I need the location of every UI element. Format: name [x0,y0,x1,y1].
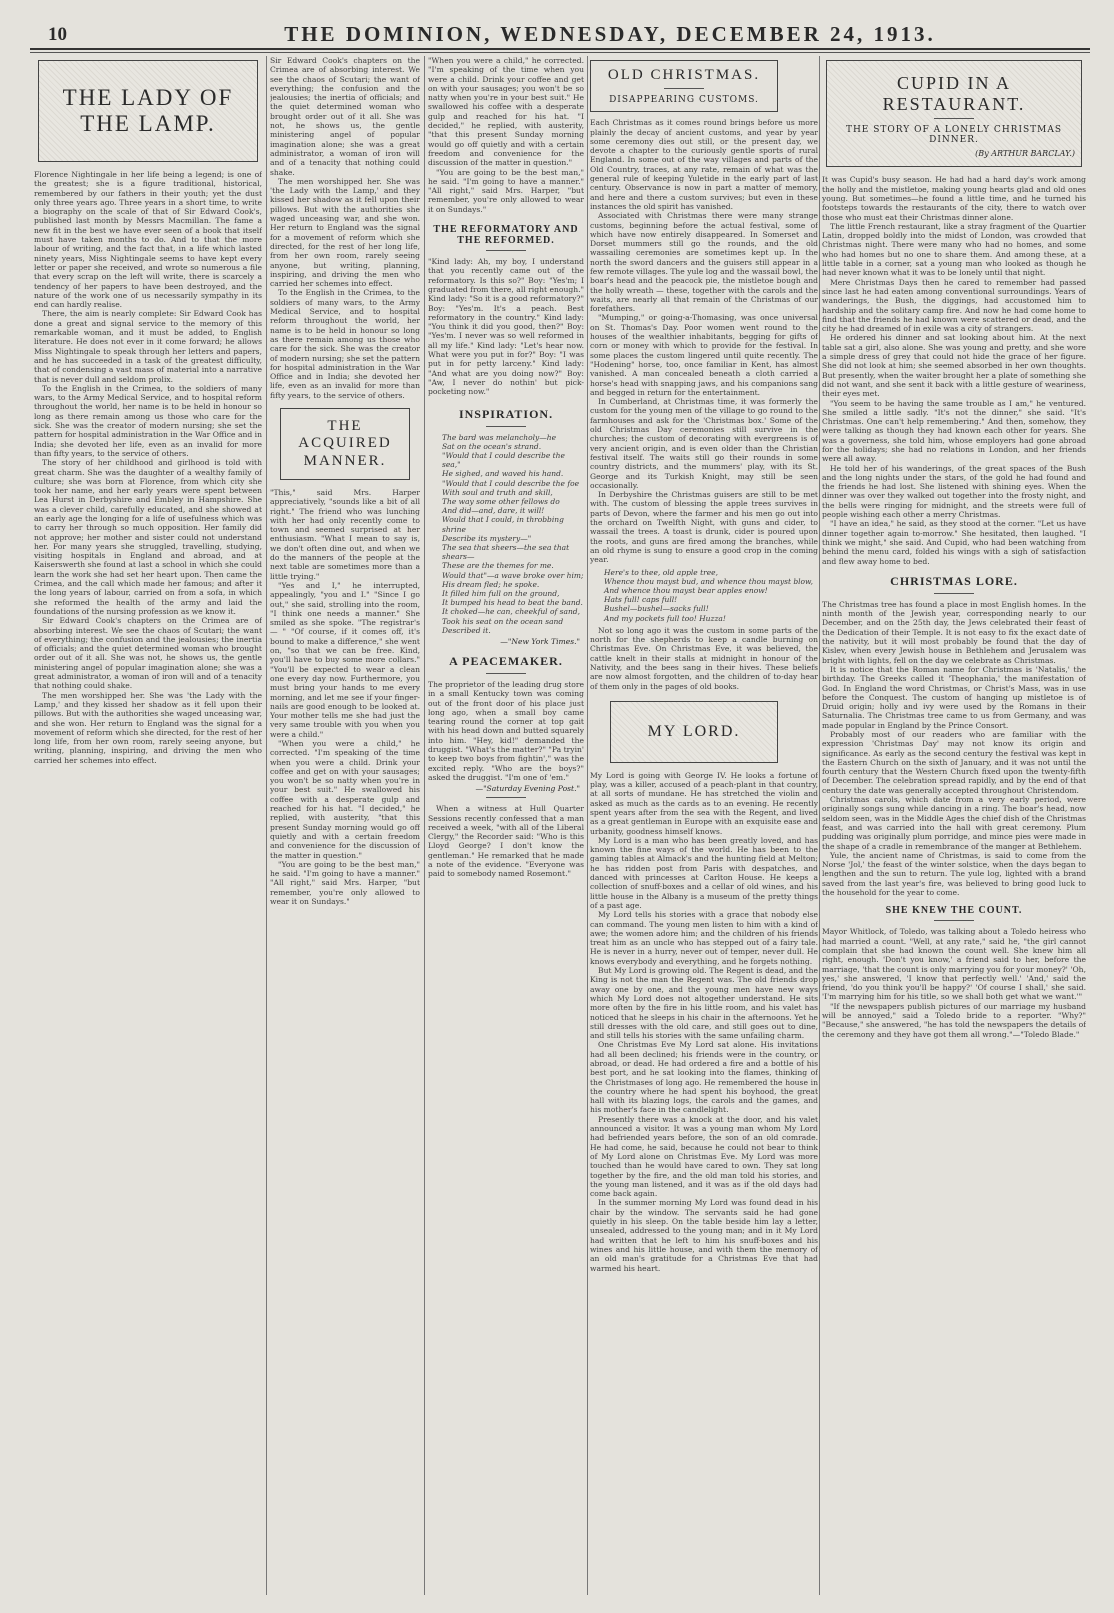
paragraph: "Mumping," or going-a-Thomasing, was once universal on St. Thomas's Day. Poor women went round to the houses of the wealthier inhabitants, begging for gifts of corn or money with which to provide for the festival. In some places the custom lingered until quite recently. The "Hodening" horse, too, once familiar in Kent, has almost vanished. A man concealed beneath a cloth carried a horse's head with snapping jaws, and his companions sang and begged in return for the entertainment. [590,313,818,397]
acquired-manner-body [270,488,420,906]
paragraph: One Christmas Eve My Lord sat alone. His invitations had all been declined; his friends were in the country, or abroad, or dead. He had ordered a fire and a bottle of his best port, and he sat looking into the flames, thinking of the Christmases of long ago. He remembered the house in the country where he had spent his boyhood, the great hall with its blazing logs, the carols and the games, and his mother's face in the candlelight. [590,1040,818,1115]
lady-lamp-heading-box [38,60,258,162]
divider [486,797,526,798]
lady-lamp-body [34,170,262,765]
paragraph: The little French restaurant, like a stray fragment of the Quartier Latin, dropped boldly into the midst of London, was crowded that Christmas night. There were many who had no homes, and some who had homes but no one to share them. And among these, at a little table in a corner, sat a young man who looked as though he had never known what it was to be lonely until that night. [822,221,1086,278]
paragraph: "You are going to be the best man," he said. "I'm going to have a manner." "All right," said Mrs. Harper, "but remember, you're only allowed to wear it on Sundays." [428,167,584,214]
paragraph: Presently there was a knock at the door, and his valet announced a visitor. It was a young man whom My Lord had befriended years before, the son of an old comrade. He had come, he said, because he could not bear to think of My Lord alone on Christmas Eve. My Lord was more touched than he would have cared to own. They sat long together by the fire, and the old man told his stories, and the young man listened, and it was as if the old days had come back again. [590,1114,818,1199]
paragraph: When a witness at Hull Quarter Sessions recently confessed that a man received a week, "with all of the Liberal Clergy," the Recorder said: "Who is this Lloyd George? I don't know the gentleman." He remarked that he made a note of the evidence. "Everyone was paid to somebody named Rosemont." [428,804,584,879]
column-rule [587,56,588,1595]
paragraph: My Lord tells his stories with a grace that nobody else can command. The young men listen to him with a kind of awe; the women adore him; and the children of his friends treat him as an uncle who has stepped out of a fairy tale. He is never in a hurry, never out of temper, never dull. He knows everybody and everything, and he forgets nothing. [590,910,818,966]
knew-count-body [822,927,1086,1039]
acquired-manner-continued [428,56,584,214]
acquired-manner-headline: THE ACQUIRED MANNER. [298,418,392,469]
inspiration-verse: The bard was melancholy—he Sat on the ocean's strand. "Would that I could describe the sea," He sighed, and waved his hand. "Would that I could describe the foe With soul and truth and skill, The way some other fellows do And did—and, dare, it will! Would that I could, in throbbing shrine Describe its mystery—" The sea that sheers—the sea that shears— These are the themes for me. Would that"—a wave broke over him; His dream fled; he spoke. It filled him full on the ground, It bumped his head to beat the band. It choked—he can, cheekful of sand, Took his seat on the ocean sand Described it. [442,432,584,635]
paragraph: In Cumberland, at Christmas time, it was formerly the custom for the young men of the village to go round to the farmhouses and ask for the 'Christmas box.' Some of the old Christmas Day ceremonies still survive in the churches; the custom of decorating with evergreens is of very ancient origin, and is even older than the Christian festival itself. The waits still go their rounds in some country districts, and the mummers' play, with its St. George and its Turkish Knight, may still be seen occasionally. [590,397,818,490]
cupid-heading-box [826,60,1082,167]
cupid-headline: CUPID IN A RESTAURANT. [882,73,1026,114]
paragraph: It was Cupid's busy season. He had had a hard day's work among the holly and the mistletoe, making young hearts glad and old ones young. But sometimes—he found a little time, and he turned his footsteps towards the restaurants of the city, there to watch over those who must eat their Christmas dinner alone. [822,175,1086,222]
peacemaker-credit: —"Saturday Evening Post." [475,784,580,794]
my-lord-body [590,771,818,1273]
peacemaker-body [428,680,584,782]
paragraph: Sir Edward Cook's chapters on the Crimea are of absorbing interest. We see the chaos of Scutari; the want of everything; the confusion and the jealousies; the inertia of officials; and the quiet determined woman who brought order out of it all. She was not, he shows us, the gentle ministering angel of popular imagination alone; she was a great administrator, a woman of iron will and of a tenacity that nothing could shake. [270,56,420,177]
paragraph: He ordered his dinner and sat looking about him. At the next table sat a girl, also alone. She was young and pretty, and she wore a simple dress of grey that could not hide the grace of her figure. She did not look at him; she seemed absorbed in her own thoughts. But presently, when the waiter brought her a plate of something she did not want, and she sent it back with a little gesture of weariness, their eyes met. [822,333,1086,399]
column-rule [424,56,425,1595]
paragraph: The men worshipped her. She was 'the Lady with the Lamp,' and they kissed her shadow as it fell upon their pillows. But with the authorities she waged unceasing war, and she won. Her return to England was the signal for a movement of reform which she directed, for the rest of her long life, from her own room, rarely seeing anyone, but writing, planning, inspiring, and driving the men who carried her schemes into effect. [34,690,262,765]
column-2 [270,56,420,1595]
my-lord-heading-box [610,701,778,763]
paragraph: "I have an idea," he said, as they stood at the corner. "Let us have dinner together again to-morrow." She hesitated, then laughed. "I think we might," she said. And Cupid, who had been watching from behind the menu card, folded his wings with a sigh of satisfaction and flew away home to bed. [822,519,1086,566]
paragraph: "Kind lady: Ah, my boy, I understand that you recently came out of the reformatory. Is this so?" Boy: "Yes'm; I graduated from there, all right enough." Kind lady: "So it is a good reformatory?" Boy: "Yes'm. It's a peach. Best reformatory in the country." Kind lady: "You think it did you good, then?" Boy: "Yes'm. I never was so well reformed in all my life." Kind lady: "Let's hear now. What were you put in for?" Boy: "I was put in for petty larceny." Kind lady: "And what are you doing now?" Boy: "Aw, I never do nothin' but pick-pocketing now." [428,257,584,397]
inspiration-credit: —"New York Times." [500,636,580,646]
masthead-rule [30,52,1090,53]
paragraph: Associated with Christmas there were many strange customs, beginning before the actual festival, some of which have now entirely disappeared. In Somerset and Dorset mummers still go the rounds, and the old wassailing ceremonies are sometimes kept up. In the north the sword dancers and the guisers still appear in a few remote villages. The yule log and the wassail bowl, the boar's head and the peacock pie, the mistletoe bough and the holly wreath — these, together with the carols and the waits, are nearly all that remain of the Christmas of our forefathers. [590,211,818,314]
paragraph: To the English in the Crimea, to the soldiers of many wars, to the Army Medical Service, and to hospital reform throughout the world, her name is to be held in honour so long as there remain among us those who care for the sick. She was the creator of modern nursing; she set the pattern for hospital administration in the War Office and in India; she devoted her life, even as an invalid for more than fifty years, to the service of others. [34,383,262,458]
divider [664,88,704,89]
paragraph: Mayor Whitlock, of Toledo, was talking about a Toledo heiress who had married a count. "Well, at any rate," said he, "the girl cannot complain that she had known the count well. She knew him all right, enough. 'Don't you know,' a friend said to her, before the marriage, 'that the count is only marrying you for your money?' 'Oh, yes,' she answered, 'I know that perfectly well.' 'And,' said the friend, 'do you think you'll be happy?' 'Of course I shall,' she said. 'I'm marrying him for his title, so we shall both get what we want.'" [822,927,1086,1002]
paragraph: To the English in the Crimea, to the soldiers of many wars, to the Army Medical Service, and to hospital reform throughout the world, her name is to be held in honour so long as there remain among us those who care for the sick. She was the creator of modern nursing; she set the pattern for hospital administration in the War Office and in India; she devoted her life, even as an invalid for more than fifty years, to the service of others. [270,288,420,400]
acquired-manner-heading-box [280,408,410,480]
christmas-lore-headline: CHRISTMAS LORE. [890,573,1018,588]
paragraph: "When you were a child," he corrected. "I'm speaking of the time when you were a child. Drink your coffee and get on with your sausages; you won't be so natty when you're in your best suit." He swallowed his coffee with a desperate gulp and reached for his hat. "I decided," he replied, with austerity, "that this present Sunday morning would go off quietly and with a certain freedom and convenience for the discussion of the matter in question." [270,739,420,860]
column-rule [819,56,820,1595]
paragraph: The proprietor of the leading drug store in a small Kentucky town was coming out of the front door of his place just long ago, when a small boy came tearing round the corner at top gait with his head down and butted squarely into him. "Hey, kid!" demanded the druggist. "What's the matter?" "Pa tryin' to keep two boys from fightin'," was the excited reply. "Who are the boys?" asked the druggist. "I'm one of 'em." [428,679,584,782]
column-5 [822,56,1086,1595]
paragraph: My Lord is going with George IV. He looks a fortune of play, was a killer, accused of a peach-plant in that country, at all sorts of mundane. He has stretched the violin and asked as much as the cards as to an evening. He recently spent years after from the sea with the Regent, and lived as a great gentleman in Europe with an exquisite ease and urbanity, goodness himself knows. [590,770,818,836]
paragraph: In the summer morning My Lord was found dead in his chair by the window. The servants said he had gone quietly in his sleep. On the table beside him lay a letter, unsealed, addressed to the young man; and in it My Lord had written that he left to him his snuff-boxes and his wines and his little house, and with them the memory of an old man's gratitude for a Christmas Eve that had warmed his heart. [590,1198,818,1273]
paragraph: "If the newspapers publish pictures of our marriage my husband will be annoyed," said a Toledo bride to a reporter. "Why?" "Because," she answered, "he has told the newspapers the details of the ceremony and they have got them all wrong."—"Toledo Blade." [822,1001,1086,1039]
divider [486,673,526,674]
paragraph: The men worshipped her. She was 'the Lady with the Lamp,' and they kissed her shadow as it fell upon their pillows. But with the authorities she waged unceasing war, and she won. Her return to England was the signal for a movement of reform which she directed, for the rest of her long life, from her own room, rarely seeing anyone, but writing, planning, inspiring, and driving the men who carried her schemes into effect. [270,176,420,289]
paragraph: Mere Christmas Days then he cared to remember had passed since last he had eaten among conventional surroundings. Years of wanderings, the Bush, the diggings, had accustomed him to hardship and the solitary camp fire. And now he had come home to find that the friends he had known were scattered or dead, and the city he had dreamed of in exile was a city of strangers. [822,277,1086,334]
paragraph: Florence Nightingale in her life being a legend; is one of the greatest; she is a figure traditional, historical, remembered by our fathers in their youth; yet the dust only three years ago. Three years in a short time, to write a biography on the scale of that of Sir Edward Cook's, published last month by Messrs Macmillan. The fame a new fit in the best we have ever seen of a book that itself must have taken months to do. And to that the more labour of writing, and the fact that, in a life which lasted ninety years, Miss Nightingale seems to have kept every letter or paper she received, and wrote so numerous a file that every scrap on the left will write, there is scarcely a tendency of her papers to have been destroyed, and the nature of the work one of us necessarily sympathy in its end can hardly realise. [34,170,262,310]
reformatory-headline: THE REFORMATORY AND THE REFORMED. [433,224,579,247]
paragraph: Each Christmas as it comes round brings before us more plainly the decay of ancient customs, and year by year some ceremony dies out still, or the present day, we devote a chapter to the curiously gentle sports of rural England. In some out of the way villages and parts of the Old Country, traces, at any rate, remain of what was the general rule of keeping Yuletide in the early part of last century. Observance is now in part a matter of memory, and here and there a custom survives; but even in these instances the old spirit has vanished. [590,118,818,211]
old-christmas-deck: DISAPPEARING CUSTOMS. [609,95,759,106]
paragraph: He told her of his wanderings, of the great spaces of the Bush and the long nights under the stars, of the gold he had found and the friends he had lost. She listened with shining eyes. When the dinner was over they walked out together into the frosty night, and the bells were ringing for midnight, and the streets were full of people wishing each other a merry Christmas. [822,463,1086,520]
inspiration-headline: INSPIRATION. [458,406,554,421]
newspaper-title: THE DOMINION, WEDNESDAY, DECEMBER 24, 1913. [284,22,936,46]
lady-lamp-headline: THE LADY OF THE LAMP. [62,84,234,136]
closing-note [428,804,584,878]
paragraph: "You seem to be having the same trouble as I am," he ventured. She smiled a little sadly. "It's not the dinner," she said. "It's Christmas. One can't help remembering." And then, somehow, they were talking as though they had known each other for years. She was a governess, she told him, whose employers had gone abroad for the holidays; she had no relations in London, and her friends were all away. [822,398,1086,464]
paragraph: It is notice that the Roman name for Christmas is 'Natalis,' the birthday. The Greeks called it 'Theophania,' the manifestation of God. In England the word Christmas, or Christ's Mass, was in use before the Conquest. The custom of hanging up mistletoe is of Druid origin; holly and ivy were used by the Romans in their Saturnalia. The Christmas tree came to us from Germany, and was made popular in England by the Prince Consort. [822,664,1086,730]
old-christmas-verse: Here's to thee, old apple tree, Whence thou mayst bud, and whence thou mayst blow, And whence thou mayst bear apples enow! Hats full! caps full! Bushel—bushel—sacks full! And my pockets full too! Huzza! [604,567,813,623]
paragraph: "Yes and I," he interrupted, appealingly, "you and I." "Since I go out," she said, strolling into the room, "I think one needs a manner." She smiled as she spoke. "The registrar's — " "Of course, if it comes off, it's bound to make a difference," she went on, "so that we can be free. Kind, you'll have to buy some more collars." "You'll be expected to wear a clean one every day now. Furthermore, you must bring your hands to me every morning, and let me see if your finger-nails are good enough to be looked at. Your mother tells me she had just the very same trouble with you when you were a child." [270,580,420,739]
column-rule [266,56,267,1595]
paragraph: But My Lord is growing old. The Regent is dead, and the King is not the man the Regent was. The old friends drop away one by one, and the young men have new ways which My Lord does not altogether understand. He sits more often by the fire in his little room, and his valet has noticed that he sleeps in his chair in the afternoons. Yet he still dresses with the old care, and still goes out to dine, and still tells his stories with the same unfailing charm. [590,966,818,1041]
paragraph: The story of her childhood and girlhood is told with great charm. She was the daughter of a wealthy family of culture; she was born at Florence, from which city she took her name, and her early years were spent between Lea Hurst in Derbyshire and Embley in Hampshire. She was a clever child, carefully educated, and she showed at an early age the longing for a life of usefulness which was to carry her through so much opposition. Her family did not approve; her mother and sister could not understand her. For many years she struggled, travelling, studying, visiting hospitals in England and abroad, and at Kaiserswerth she found at last a school in which she could learn the work she had set her heart upon. Then came the Crimea, and the call which made her famous; and after it the long years of labour, carried on from a sofa, in which she reformed the health of the army and laid the foundations of the nursing profession as we know it. [34,458,262,616]
knew-count-headline: SHE KNEW THE COUNT. [885,905,1023,917]
lady-lamp-continued [270,56,420,400]
paragraph: "You are going to be the best man," he said. "I'm going to have a manner." "All right," said Mrs. Harper, "but remember, you're only allowed to wear it on Sundays." [270,859,420,907]
paragraph: The Christmas tree has found a place in most English homes. In the ninth month of the Jewish year, corresponding nearly to our December, and on the 25th day, the Jews celebrated their feast of the Dedication of their Temple. It is not easy to fix the exact date of the nativity, but it will most probably be found that the day of Kislev, when every Jewish house in Bethlehem and Jerusalem was bright with lights, fell on the day we celebrate as Christmas. [822,599,1086,665]
paragraph: Probably most of our readers who are familiar with the expression 'Christmas Day' may not know its origin and significance. As early as the second century the festival was kept in the Eastern Church on the sixth of January, and it was not until the fourth century that the Western Church fixed upon the twenty-fifth of December. The celebration spread rapidly, and by the end of that century the date was generally accepted throughout Christendom. [822,730,1086,795]
paragraph: Not so long ago it was the custom in some parts of the north for the shepherds to keep a candle burning on Christmas Eve. On Christmas Eve, it was believed, the cattle knelt in their stalls at midnight in honour of the Nativity, and the bees sang in their hives. These beliefs are now almost forgotten, and the children of to-day hear of them only in the pages of old books. [590,625,818,691]
paragraph: "This," said Mrs. Harper appreciatively, "sounds like a bit of all right." The friend who was lunching with her had only recently come to town and seemed surprised at her enthusiasm. "What I mean to say is, we don't often dine out, and when we do the manners of the people at the next table are sometimes more than a little trying." [270,487,420,581]
divider [934,593,974,594]
old-christmas-heading-box [590,60,778,112]
paragraph: Yule, the ancient name of Christmas, is said to come from the Norse 'Jol,' the feast of the winter solstice, when the days began to lengthen and the sun to return. The yule log, lighted with a brand saved from the last year's fire, was believed to bring good luck to the household for the year to come. [822,850,1086,898]
paragraph: My Lord is a man who has been greatly loved, and has known the fine ways of the world. He has been to the gaming tables at Almack's and the hunting field at Melton; he has ridden post from Paris with despatches, and danced with princesses at Carlton House. He keeps a collection of snuff-boxes and a cellar of old wines, and his little house in the Albany is a museum of the pretty things of a past age. [590,835,818,910]
column-4 [590,56,818,1595]
divider [486,426,526,427]
column-1 [34,56,262,1595]
cupid-subtitle: THE STORY OF A LONELY CHRISTMAS DINNER. [845,125,1063,146]
divider [934,920,974,921]
my-lord-headline: MY LORD. [647,722,741,740]
paragraph: There, the aim is nearly complete: Sir Edward Cook has done a great and signal service to the memory of this remarkable woman, and it must be added, to English literature. He does not ever in it come forward; he allows Miss Nightingale to speak through her letters and papers, and he has succeeded in a task of the greatest difficulty, that of condensing a vast mass of material into a narrative that is never dull and seldom prolix. [34,309,262,384]
paragraph: In Derbyshire the Christmas guisers are still to be met with. The custom of blessing the apple trees survives in parts of Devon, where the farmer and his men go out into the orchard on Twelfth Night, with guns and cider, to wassail the trees. A toast is drunk, cider is poured upon the roots, and guns are fired among the branches, while an old rhyme is sung to ensure a good crop in the coming year. [590,490,818,565]
christmas-lore-body [822,600,1086,898]
masthead [30,22,1090,50]
old-christmas-body [590,118,818,564]
divider [486,250,526,251]
cupid-body [822,175,1086,565]
reformatory-body [428,257,584,396]
paragraph: "When you were a child," he corrected. "I'm speaking of the time when you were a child. Drink your coffee and get on with your sausages; you won't be so natty when you're in your best suit." He swallowed his coffee with a desperate gulp and reached for his hat. "I decided," he replied, with austerity, "that this present Sunday morning would go off quietly and with a certain freedom and convenience for the discussion of the matter in question." [428,56,584,168]
divider [934,118,974,119]
page-number: 10 [48,24,67,45]
peacemaker-headline: A PEACEMAKER. [449,653,563,668]
old-christmas-body-end [590,626,818,691]
column-3 [428,56,584,1595]
cupid-byline: (By ARTHUR BARCLAY.) [975,149,1075,159]
paragraph: Sir Edward Cook's chapters on the Crimea are of absorbing interest. We see the chaos of Scutari; the want of everything; the confusion and the jealousies; the inertia of officials; and the quiet determined woman who brought order out of it all. She was not, he shows us, the gentle ministering angel of popular imagination alone; she was a great administrator, a woman of iron will and of a tenacity that nothing could shake. [34,616,262,691]
old-christmas-headline: OLD CHRISTMAS. [607,67,761,83]
paragraph: Christmas carols, which date from a very early period, were originally songs sung while dancing in a ring. The boar's head, now seldom seen, was in the Middle Ages the chief dish of the Christmas feast, and was carried into the hall with great ceremony. Plum pudding was originally plum porridge, and mince pies were made in the shape of a cradle in remembrance of the manger at Bethlehem. [822,795,1086,851]
